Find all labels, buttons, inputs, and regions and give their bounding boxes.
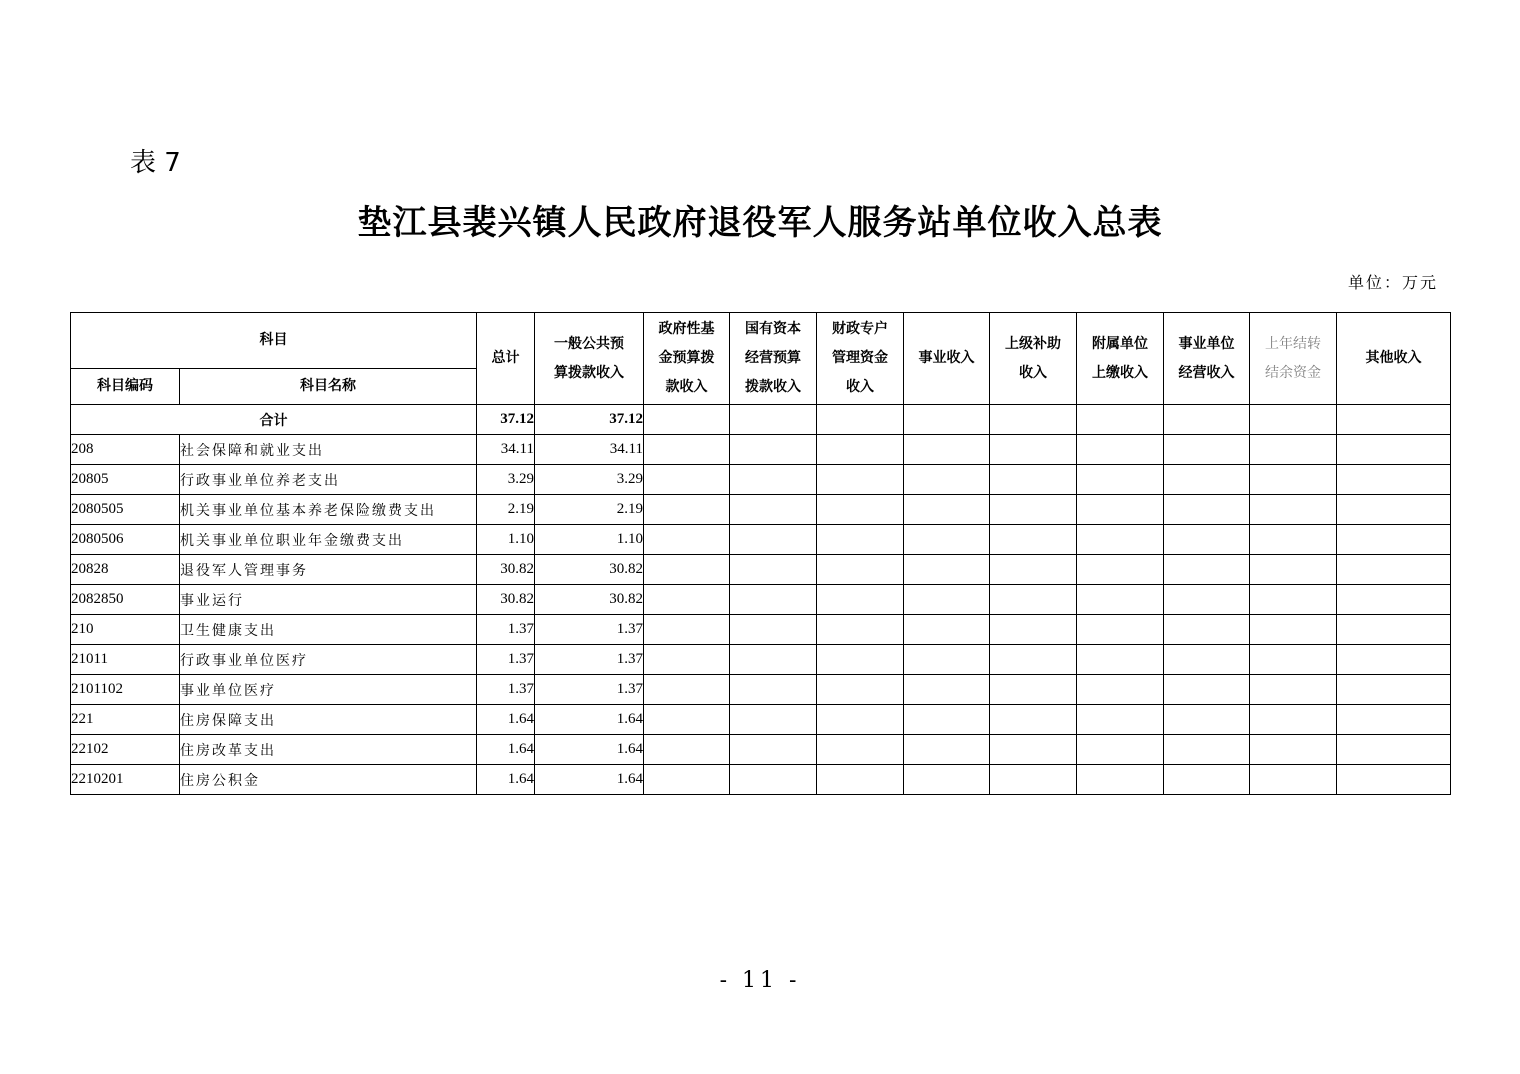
general-public-cell: 2.19 (535, 495, 644, 525)
empty-cell (1164, 465, 1250, 495)
total-cell: 3.29 (477, 465, 535, 495)
subject-name-cell: 住房保障支出 (180, 705, 477, 735)
total-cell: 1.64 (477, 735, 535, 765)
empty-cell (644, 615, 730, 645)
empty-cell (817, 735, 904, 765)
table-row (71, 555, 1451, 585)
header-general-public (535, 313, 644, 405)
empty-cell (817, 405, 904, 435)
header-line: 国有资本 (745, 321, 801, 337)
general-public-cell: 30.82 (535, 585, 644, 615)
table-row (71, 765, 1451, 795)
empty-cell (1250, 555, 1337, 585)
empty-cell (1337, 585, 1451, 615)
subject-code-cell: 20828 (71, 555, 180, 585)
subject-name-cell: 行政事业单位医疗 (180, 645, 477, 675)
empty-cell (1250, 465, 1337, 495)
empty-cell (730, 495, 817, 525)
header-line: 拨款收入 (745, 379, 801, 395)
unit-label: 单位：万元 (1347, 273, 1438, 292)
empty-cell (1164, 555, 1250, 585)
empty-cell (1250, 615, 1337, 645)
empty-cell (1164, 675, 1250, 705)
header-state-capital (730, 313, 817, 405)
table-row (71, 465, 1451, 495)
subject-name-cell: 住房公积金 (180, 765, 477, 795)
subject-code-cell: 2080505 (71, 495, 180, 525)
empty-cell (1077, 495, 1164, 525)
header-line: 附属单位 (1092, 335, 1148, 352)
empty-cell (904, 525, 990, 555)
total-cell: 1.37 (477, 615, 535, 645)
header-line: 算拨款收入 (554, 364, 624, 381)
subject-code-cell: 2101102 (71, 675, 180, 705)
empty-cell (817, 555, 904, 585)
empty-cell (730, 465, 817, 495)
empty-cell (904, 765, 990, 795)
table-row (71, 675, 1451, 705)
empty-cell (904, 675, 990, 705)
header-business-income: 事业收入 (904, 313, 990, 405)
empty-cell (730, 525, 817, 555)
empty-cell (644, 495, 730, 525)
subject-code-cell: 20805 (71, 465, 180, 495)
subject-name-cell: 事业单位医疗 (180, 675, 477, 705)
empty-cell (1077, 675, 1164, 705)
header-line: 上年结转 (1265, 335, 1321, 352)
empty-cell (1164, 525, 1250, 555)
header-fiscal-special (817, 313, 904, 405)
empty-cell (904, 735, 990, 765)
empty-cell (990, 615, 1077, 645)
empty-cell (1250, 645, 1337, 675)
empty-cell (644, 555, 730, 585)
empty-cell (644, 525, 730, 555)
empty-cell (1077, 705, 1164, 735)
empty-cell (1337, 645, 1451, 675)
empty-cell (904, 585, 990, 615)
total-cell: 1.37 (477, 675, 535, 705)
header-line: 财政专户 (832, 321, 888, 337)
header-business-operations (1164, 313, 1250, 405)
empty-cell (817, 435, 904, 465)
header-line: 上级补助 (1005, 335, 1061, 352)
empty-cell (990, 705, 1077, 735)
general-public-cell: 3.29 (535, 465, 644, 495)
general-public-cell: 1.37 (535, 675, 644, 705)
empty-cell (1164, 405, 1250, 435)
empty-cell (990, 465, 1077, 495)
header-subject-name: 科目名称 (180, 369, 477, 405)
subject-code-cell: 2082850 (71, 585, 180, 615)
empty-cell (1077, 525, 1164, 555)
empty-cell (1337, 555, 1451, 585)
header-line: 款收入 (665, 379, 708, 395)
header-affiliated-units (1077, 313, 1164, 405)
empty-cell (730, 705, 817, 735)
empty-cell (904, 705, 990, 735)
empty-cell (1337, 495, 1451, 525)
header-line: 结余资金 (1265, 364, 1321, 381)
table-label: 表 7 (130, 148, 181, 178)
general-public-cell: 1.64 (535, 705, 644, 735)
page-number: - 11 - (719, 968, 801, 993)
empty-cell (817, 585, 904, 615)
empty-cell (730, 435, 817, 465)
subject-code-cell: 22102 (71, 735, 180, 765)
empty-cell (1250, 495, 1337, 525)
empty-cell (1337, 615, 1451, 645)
general-public-cell: 37.12 (535, 405, 644, 435)
subject-code-cell: 221 (71, 705, 180, 735)
empty-cell (644, 735, 730, 765)
header-line: 金预算拨 (658, 350, 715, 366)
subject-code-cell: 210 (71, 615, 180, 645)
header-subject: 科目 (71, 313, 477, 369)
empty-cell (730, 585, 817, 615)
total-cell: 30.82 (477, 555, 535, 585)
empty-cell (730, 765, 817, 795)
total-cell: 34.11 (477, 435, 535, 465)
table-row (71, 615, 1451, 645)
empty-cell (1164, 435, 1250, 465)
subject-name-cell: 事业运行 (180, 585, 477, 615)
general-public-cell: 30.82 (535, 555, 644, 585)
table-row (71, 525, 1451, 555)
empty-cell (1164, 645, 1250, 675)
subject-name-cell: 卫生健康支出 (180, 615, 477, 645)
empty-cell (1337, 525, 1451, 555)
header-subject-code: 科目编码 (71, 369, 180, 405)
empty-cell (1250, 765, 1337, 795)
empty-cell (990, 675, 1077, 705)
table-row (71, 735, 1451, 765)
empty-cell (904, 405, 990, 435)
empty-cell (730, 645, 817, 675)
empty-cell (1077, 555, 1164, 585)
header-line: 上缴收入 (1092, 364, 1148, 381)
empty-cell (1077, 465, 1164, 495)
empty-cell (1337, 765, 1451, 795)
header-line: 一般公共预 (554, 335, 624, 352)
total-row (71, 405, 1451, 435)
total-cell: 2.19 (477, 495, 535, 525)
empty-cell (1077, 615, 1164, 645)
empty-cell (644, 705, 730, 735)
header-line: 管理资金 (832, 350, 888, 366)
empty-cell (644, 405, 730, 435)
table-row (71, 705, 1451, 735)
empty-cell (817, 705, 904, 735)
total-cell: 1.64 (477, 765, 535, 795)
empty-cell (1337, 465, 1451, 495)
header-line: 经营预算 (745, 350, 801, 366)
total-cell: 1.64 (477, 705, 535, 735)
empty-cell (1250, 675, 1337, 705)
empty-cell (1250, 435, 1337, 465)
total-cell: 1.10 (477, 525, 535, 555)
general-public-cell: 1.64 (535, 765, 644, 795)
empty-cell (990, 495, 1077, 525)
empty-cell (904, 495, 990, 525)
empty-cell (904, 465, 990, 495)
subject-code-cell: 2080506 (71, 525, 180, 555)
empty-cell (644, 765, 730, 795)
general-public-cell: 1.64 (535, 735, 644, 765)
empty-cell (730, 405, 817, 435)
empty-cell (1250, 525, 1337, 555)
empty-cell (990, 735, 1077, 765)
empty-cell (644, 435, 730, 465)
general-public-cell: 1.10 (535, 525, 644, 555)
empty-cell (1077, 765, 1164, 795)
empty-cell (990, 585, 1077, 615)
empty-cell (644, 465, 730, 495)
empty-cell (904, 645, 990, 675)
total-label: 合计 (71, 405, 477, 435)
header-line: 收入 (1019, 364, 1047, 381)
total-cell: 1.37 (477, 645, 535, 675)
subject-name-cell: 行政事业单位养老支出 (180, 465, 477, 495)
header-prior-year-carryover (1250, 313, 1337, 405)
empty-cell (817, 675, 904, 705)
empty-cell (1164, 765, 1250, 795)
empty-cell (990, 525, 1077, 555)
empty-cell (1077, 585, 1164, 615)
table-row (71, 495, 1451, 525)
empty-cell (817, 465, 904, 495)
total-cell: 37.12 (477, 405, 535, 435)
subject-name-cell: 机关事业单位基本养老保险缴费支出 (180, 495, 477, 525)
empty-cell (817, 525, 904, 555)
empty-cell (1164, 735, 1250, 765)
table-row (71, 645, 1451, 675)
empty-cell (730, 555, 817, 585)
page-title: 垫江县裴兴镇人民政府退役军人服务站单位收入总表 (357, 203, 1163, 243)
empty-cell (1250, 405, 1337, 435)
header-superior-subsidy (990, 313, 1077, 405)
empty-cell (1337, 435, 1451, 465)
subject-name-cell: 机关事业单位职业年金缴费支出 (180, 525, 477, 555)
empty-cell (817, 765, 904, 795)
header-gov-fund (644, 313, 730, 405)
empty-cell (1077, 735, 1164, 765)
table-row (71, 585, 1451, 615)
empty-cell (904, 435, 990, 465)
empty-cell (1250, 705, 1337, 735)
header-line: 政府性基 (658, 321, 715, 337)
empty-cell (1164, 705, 1250, 735)
total-cell: 30.82 (477, 585, 535, 615)
empty-cell (990, 405, 1077, 435)
empty-cell (990, 765, 1077, 795)
empty-cell (990, 435, 1077, 465)
general-public-cell: 34.11 (535, 435, 644, 465)
empty-cell (644, 675, 730, 705)
header-other-income: 其他收入 (1337, 313, 1451, 405)
empty-cell (1077, 405, 1164, 435)
empty-cell (1337, 705, 1451, 735)
empty-cell (1077, 435, 1164, 465)
empty-cell (1164, 585, 1250, 615)
empty-cell (1337, 675, 1451, 705)
empty-cell (990, 555, 1077, 585)
general-public-cell: 1.37 (535, 645, 644, 675)
empty-cell (1164, 495, 1250, 525)
income-summary-table (70, 312, 1451, 795)
empty-cell (644, 585, 730, 615)
subject-code-cell: 2210201 (71, 765, 180, 795)
header-total: 总计 (477, 313, 535, 405)
table-row (71, 435, 1451, 465)
empty-cell (1077, 645, 1164, 675)
subject-code-cell: 21011 (71, 645, 180, 675)
header-line: 事业单位 (1178, 335, 1235, 352)
empty-cell (1337, 405, 1451, 435)
empty-cell (1250, 735, 1337, 765)
general-public-cell: 1.37 (535, 615, 644, 645)
empty-cell (644, 645, 730, 675)
empty-cell (990, 645, 1077, 675)
empty-cell (730, 675, 817, 705)
empty-cell (730, 615, 817, 645)
empty-cell (817, 495, 904, 525)
subject-name-cell: 退役军人管理事务 (180, 555, 477, 585)
empty-cell (817, 615, 904, 645)
subject-code-cell: 208 (71, 435, 180, 465)
empty-cell (904, 615, 990, 645)
header-line: 收入 (846, 379, 874, 395)
empty-cell (817, 645, 904, 675)
subject-name-cell: 住房改革支出 (180, 735, 477, 765)
empty-cell (1164, 615, 1250, 645)
empty-cell (1337, 735, 1451, 765)
empty-cell (904, 555, 990, 585)
header-line: 经营收入 (1178, 364, 1235, 381)
empty-cell (730, 735, 817, 765)
empty-cell (1250, 585, 1337, 615)
subject-name-cell: 社会保障和就业支出 (180, 435, 477, 465)
